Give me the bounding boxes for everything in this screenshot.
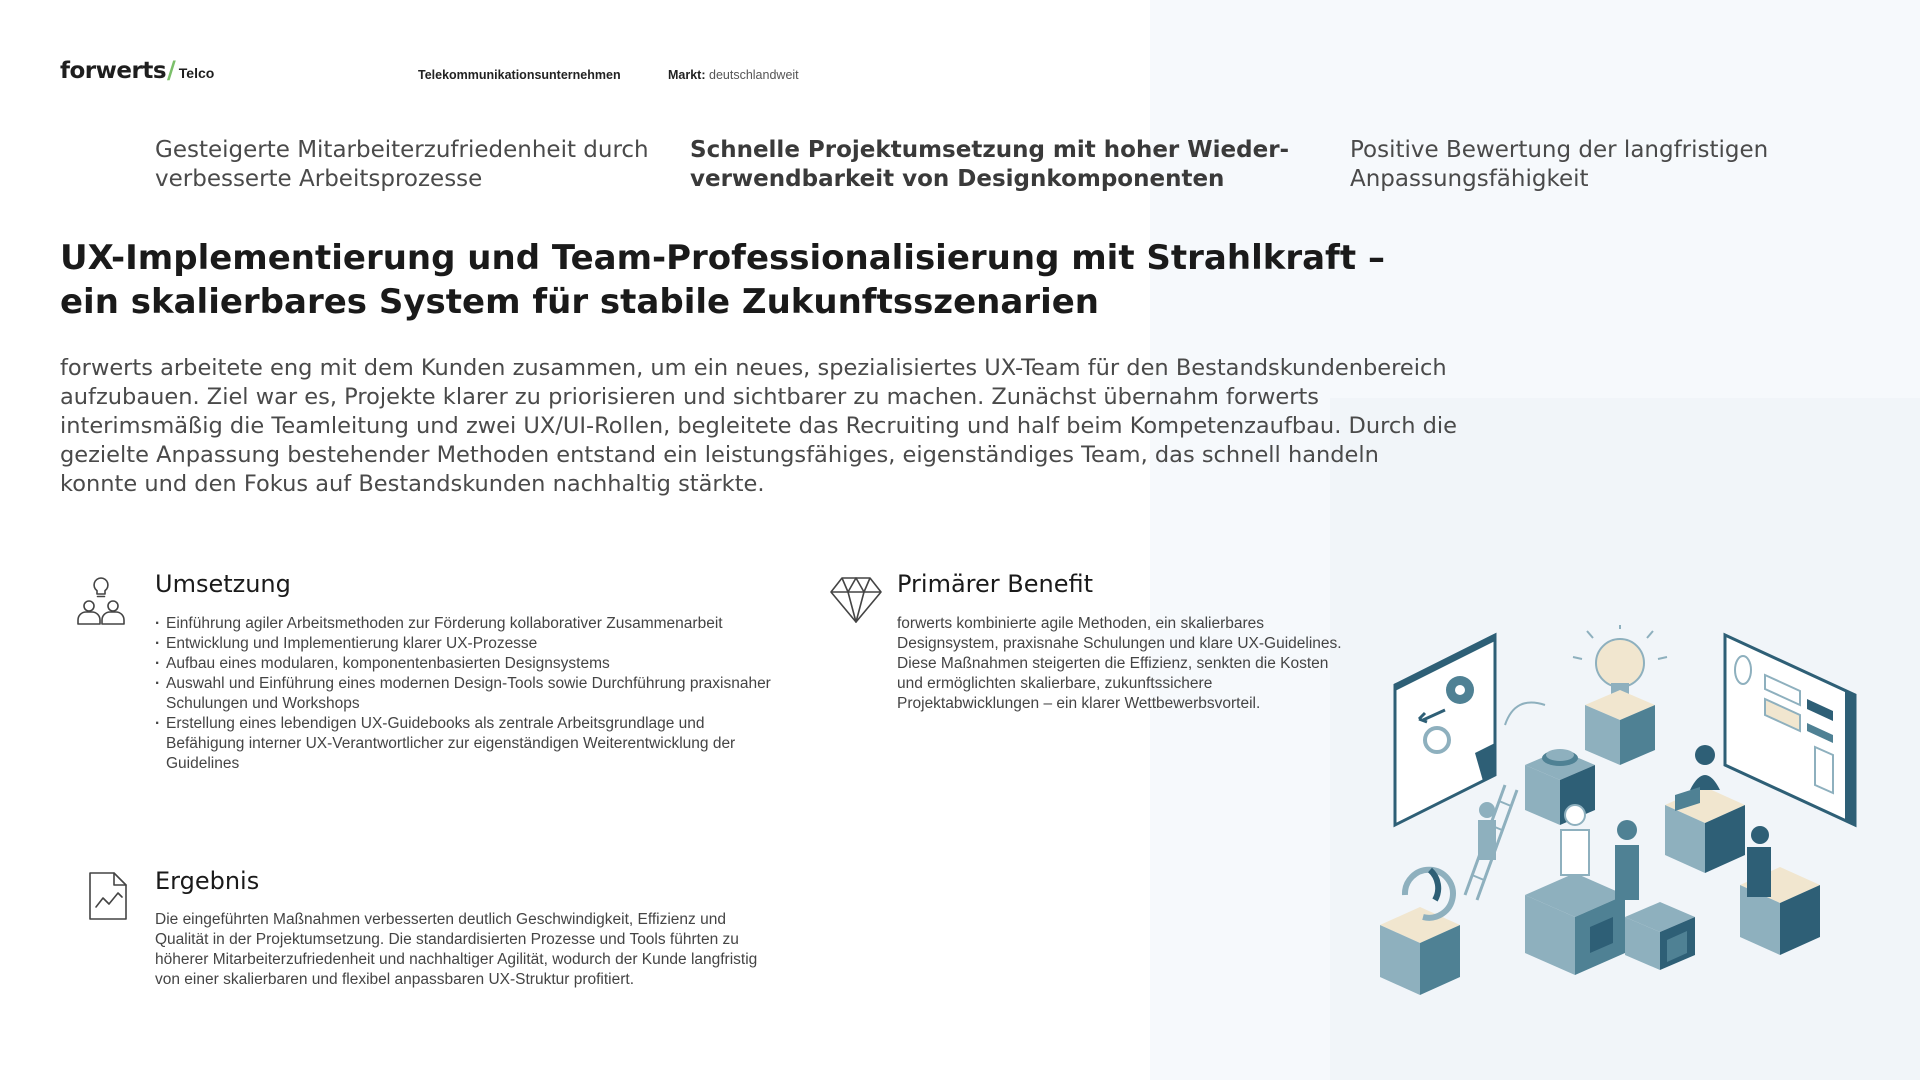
intro-paragraph: forwerts arbeitete eng mit dem Kunden zusammen, um ein neues, spezialisiertes UX-Team für den Bestandskundenbereich aufzubauen. Ziel war es, Projekte klarer zu priorisieren und sichtbarer zu machen. Zunächst übernahm forwerts interimsmäßig die Teamleitung und zwei UX/UI-Rollen, begleitete das Recruiting und half beim Kompetenzaufbau. Durch die gezielte Anpassung bestehender Methoden entstand ein leistungsfähiges, eigenständiges Team, das schnell handeln konnte und den Fokus auf Bestandskunden nachhaltig stärkte. <box>60 355 1457 497</box>
meta-market <box>668 68 799 82</box>
logo-sub: Telco <box>178 65 215 81</box>
team-idea-icon <box>74 574 128 633</box>
curved-arrow <box>1505 703 1545 726</box>
cube-right-low <box>1625 902 1695 970</box>
headline-line-2: ein skalierbares System für stabile Zukunftsszenarien <box>60 282 1099 322</box>
ladder <box>1465 785 1517 900</box>
kpi-project-speed: Schnelle Projektumsetzung mit hoher Wieder-verwendbarkeit von Designkomponenten <box>690 137 1290 192</box>
meta-market-label: Markt: <box>668 68 706 82</box>
diamond-icon <box>828 574 884 631</box>
list-item: · Erstellung eines lebendigen UX-Guidebooks als zentrale Arbeitsgrundlage und Befähigung interner UX-Verantwortlicher zur eigenständigen Weiterentwicklung der Guidelines <box>155 714 775 774</box>
ergebnis-text: Die eingeführten Maßnahmen verbesserten deutlich Geschwindigkeit, Effizienz und Qualität in der Projektumsetzung. Die standardisierten Prozesse und Tools führten zu höherer Mitarbeiterzufriedenheit und nachhaltiger Agilität, wodurch der Kunde langfristig von einer skalierbaren und flexibel anpassbaren UX-Struktur profitiert. <box>155 911 758 988</box>
cube-far-right <box>1740 826 1820 955</box>
kpi-adaptability: Positive Bewertung der langfristigen Anpassungsfähigkeit <box>1350 137 1769 192</box>
umsetzung-list <box>155 614 775 774</box>
team-building-illustration <box>1375 625 1875 1010</box>
cube-bulb <box>1585 690 1655 765</box>
idea-bulb <box>1573 625 1667 697</box>
list-item: · Einführung agiler Arbeitsmethoden zur Förderung kollaborativer Zusammenarbeit <box>155 614 775 634</box>
whiteboard-right <box>1725 635 1855 825</box>
logo[interactable] <box>60 56 214 84</box>
list-item: · Auswahl und Einführung eines modernen Design-Tools sowie Durchführung praxisnaher Schulungen und Workshops <box>155 674 775 714</box>
meta-company: Telekommunikationsunternehmen <box>418 68 621 82</box>
umsetzung-title: Umsetzung <box>155 570 291 598</box>
cube-center <box>1525 873 1625 975</box>
list-item: · Entwicklung und Implementierung klarer UX-Prozesse <box>155 634 775 654</box>
cube-left-low <box>1380 870 1460 995</box>
ergebnis-title: Ergebnis <box>155 867 260 895</box>
whiteboard-left <box>1395 635 1495 825</box>
kpi-employee-satisfaction: Gesteigerte Mitarbeiterzufriedenheit durch verbesserte Arbeitsprozesse <box>155 137 649 192</box>
logo-wordmark: forwerts <box>60 58 167 84</box>
page-headline <box>60 236 1420 324</box>
benefit-title: Primärer Benefit <box>897 570 1094 598</box>
headline-line-1: UX-Implementierung und Team-Professionalisierung mit Strahlkraft – <box>60 238 1385 278</box>
document-chart-icon <box>86 870 130 927</box>
list-item: · Aufbau eines modularen, komponentenbasierten Designsystems <box>155 654 775 674</box>
meta-market-value: deutschlandweit <box>709 68 799 82</box>
logo-slash: / <box>167 56 176 84</box>
benefit-text: forwerts kombinierte agile Methoden, ein skalierbares Designsystem, praxisnahe Schulungen und klare UX-Guidelines. Diese Maßnahmen steigerten die Effizienz, senkten die Kosten und ermöglichten skalierbare, zukunftssichere Projektabwicklungen – ein klarer Wettbewerbsvorteil. <box>897 615 1342 712</box>
